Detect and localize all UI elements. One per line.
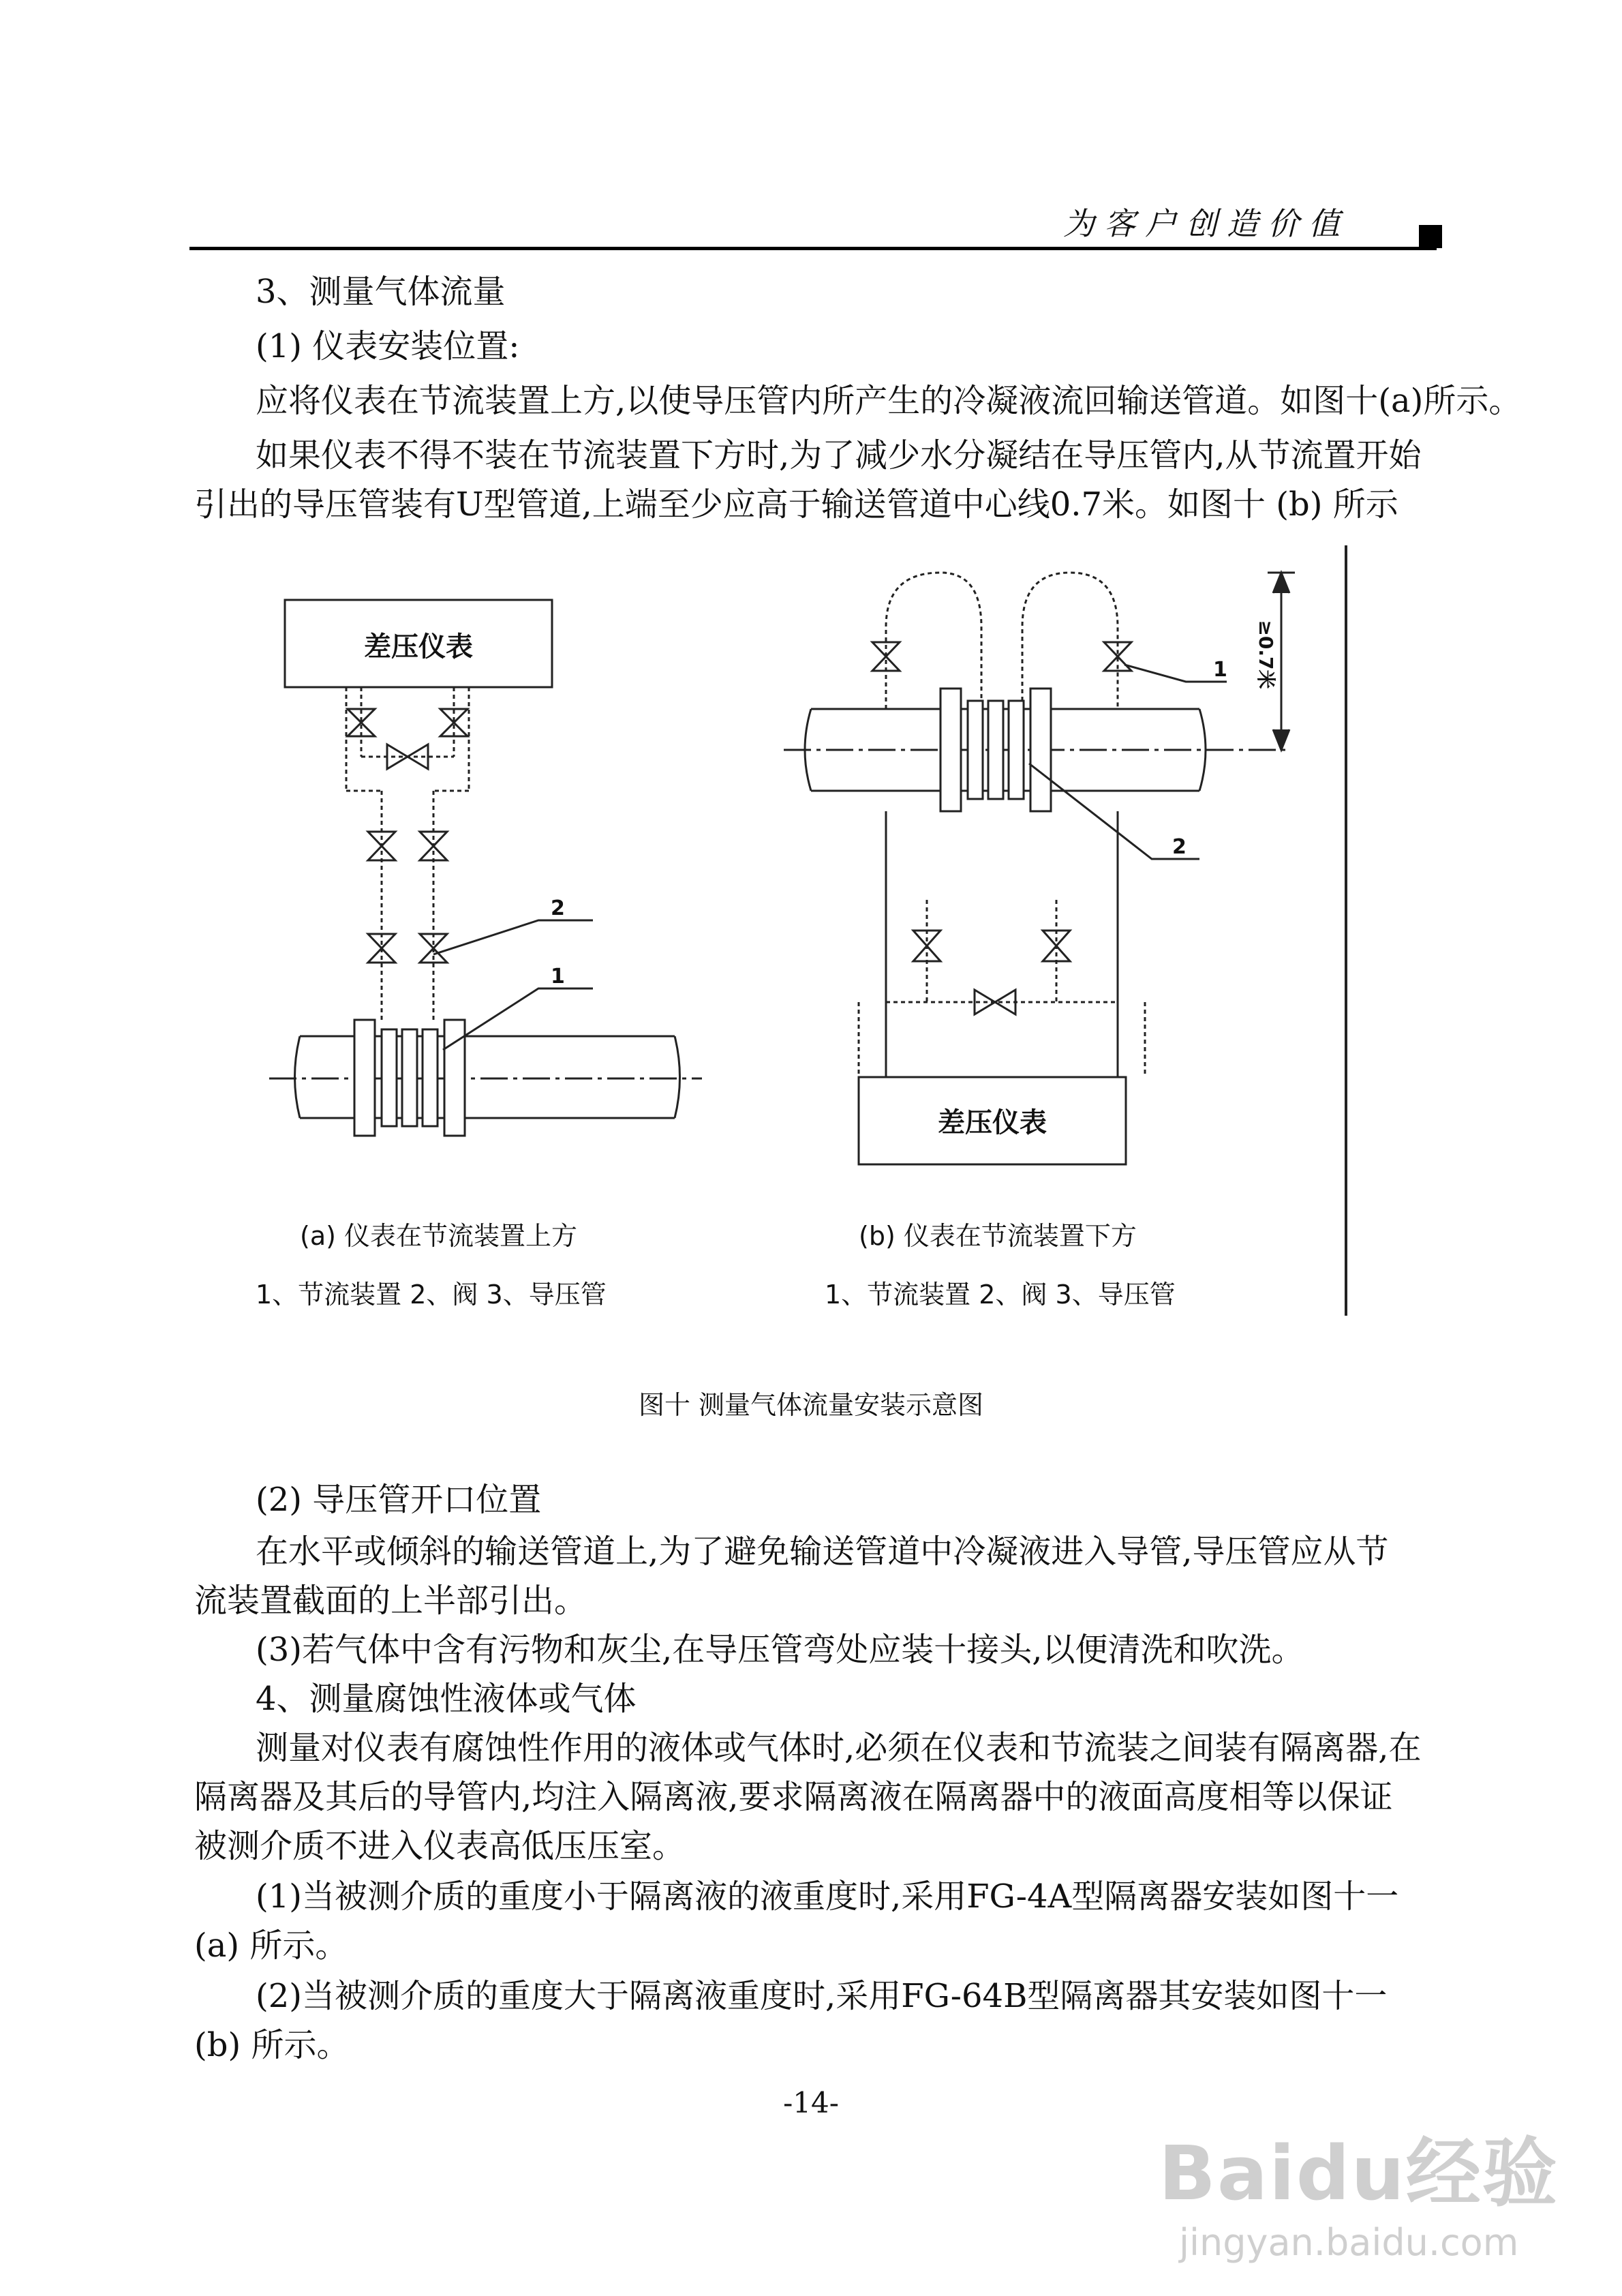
paragraph-2-line-2: 引出的导压管装有U型管道,上端至少应高于输送管道中心线0.7米。如图十 (b) 所示 [194,485,1398,524]
item-1-line-1: (1)当被测介质的重度小于隔离液的液重度时,采用FG-4A型隔离器安装如图十一 [256,1877,1399,1916]
paragraph-1: 应将仪表在节流装置上方,以使导压管内所产生的冷凝液流回输送管道。如图十(a)所示。 [256,382,1522,420]
diagram-b-instrument-label: 差压仪表 [938,1107,1047,1138]
watermark-url: jingyan.baidu.com [1179,2221,1519,2264]
diagram-b-orifice-flanges [940,689,1051,811]
diagram-a-orifice-flanges [354,1020,465,1136]
item-2-line-2: (b) 所示。 [194,2026,350,2064]
paragraph-4-line-3: 被测介质不进入仪表高低压压室。 [194,1827,686,1865]
paragraph-2-line-1: 如果仪表不得不装在节流装置下方时,为了减少水分凝结在导压管内,从节流置开始 [256,436,1422,474]
diagram-a-line-valves [368,832,447,963]
heading-3: 3、测量气体流量 [256,273,506,311]
subheading-3: (3)若气体中含有污物和灰尘,在导压管弯处应装十接头,以便清洗和吹洗。 [256,1631,1304,1669]
page-number: -14- [783,2086,839,2119]
diagram-b-callout-2: 2 [1172,835,1187,859]
diagram-a-callout-2-leader [433,920,593,954]
heading-4: 4、测量腐蚀性液体或气体 [256,1680,637,1718]
diagram-a-legend: 1、节流装置 2、阀 3、导压管 [256,1280,607,1310]
subheading-2: (2) 导压管开口位置 [256,1481,542,1519]
baidu-watermark [1159,2113,1559,2264]
paragraph-3-line-1: 在水平或倾斜的输送管道上,为了避免输送管道中冷凝液进入导管,导压管应从节 [256,1532,1389,1571]
diagram-b-callout-1-leader [1124,665,1227,682]
diagram-b-u-loop-left [886,573,981,716]
subheading-1: (1) 仪表安装位置: [256,327,520,365]
diagram-a-impulse-lines [346,687,469,1023]
diagram-a-manifold-valves [348,709,468,769]
diagram-a [269,600,702,1136]
paragraph-3-line-2: 流装置截面的上半部引出。 [194,1582,587,1620]
diagram-a-caption: (a) 仪表在节流装置上方 [300,1221,578,1251]
watermark-brand: Baidu经验 [1159,2130,1559,2217]
diagram-a-callout-2: 2 [551,896,565,920]
paragraph-4-line-1: 测量对仪表有腐蚀性作用的液体或气体时,必须在仪表和节流装之间装有隔离器,在 [256,1729,1422,1767]
item-1-line-2: (a) 所示。 [194,1927,348,1965]
paragraph-4-line-2: 隔离器及其后的导管内,均注入隔离液,要求隔离液在隔离器中的液面高度相等以保证 [194,1778,1393,1816]
item-2-line-1: (2)当被测介质的重度大于隔离液重度时,采用FG-64B型隔离器其安装如图十一 [256,1977,1388,2015]
diagram-a-pipe [269,1036,702,1118]
diagram-a-callout-1: 1 [551,965,565,988]
diagram-a-instrument-label: 差压仪表 [364,631,473,663]
diagram-b-callout-1: 1 [1213,658,1227,682]
diagram-b-dimension-label: ≥0.7米 [1255,620,1277,689]
diagram-b-manifold-lines [859,900,1145,1077]
diagram-b-legend: 1、节流装置 2、阀 3、导压管 [825,1280,1176,1310]
header-slogan: 为客户创造价值 [1063,205,1349,242]
figure-title: 图十 测量气体流量安装示意图 [638,1390,984,1420]
diagram-b-caption: (b) 仪表在节流装置下方 [859,1221,1137,1251]
